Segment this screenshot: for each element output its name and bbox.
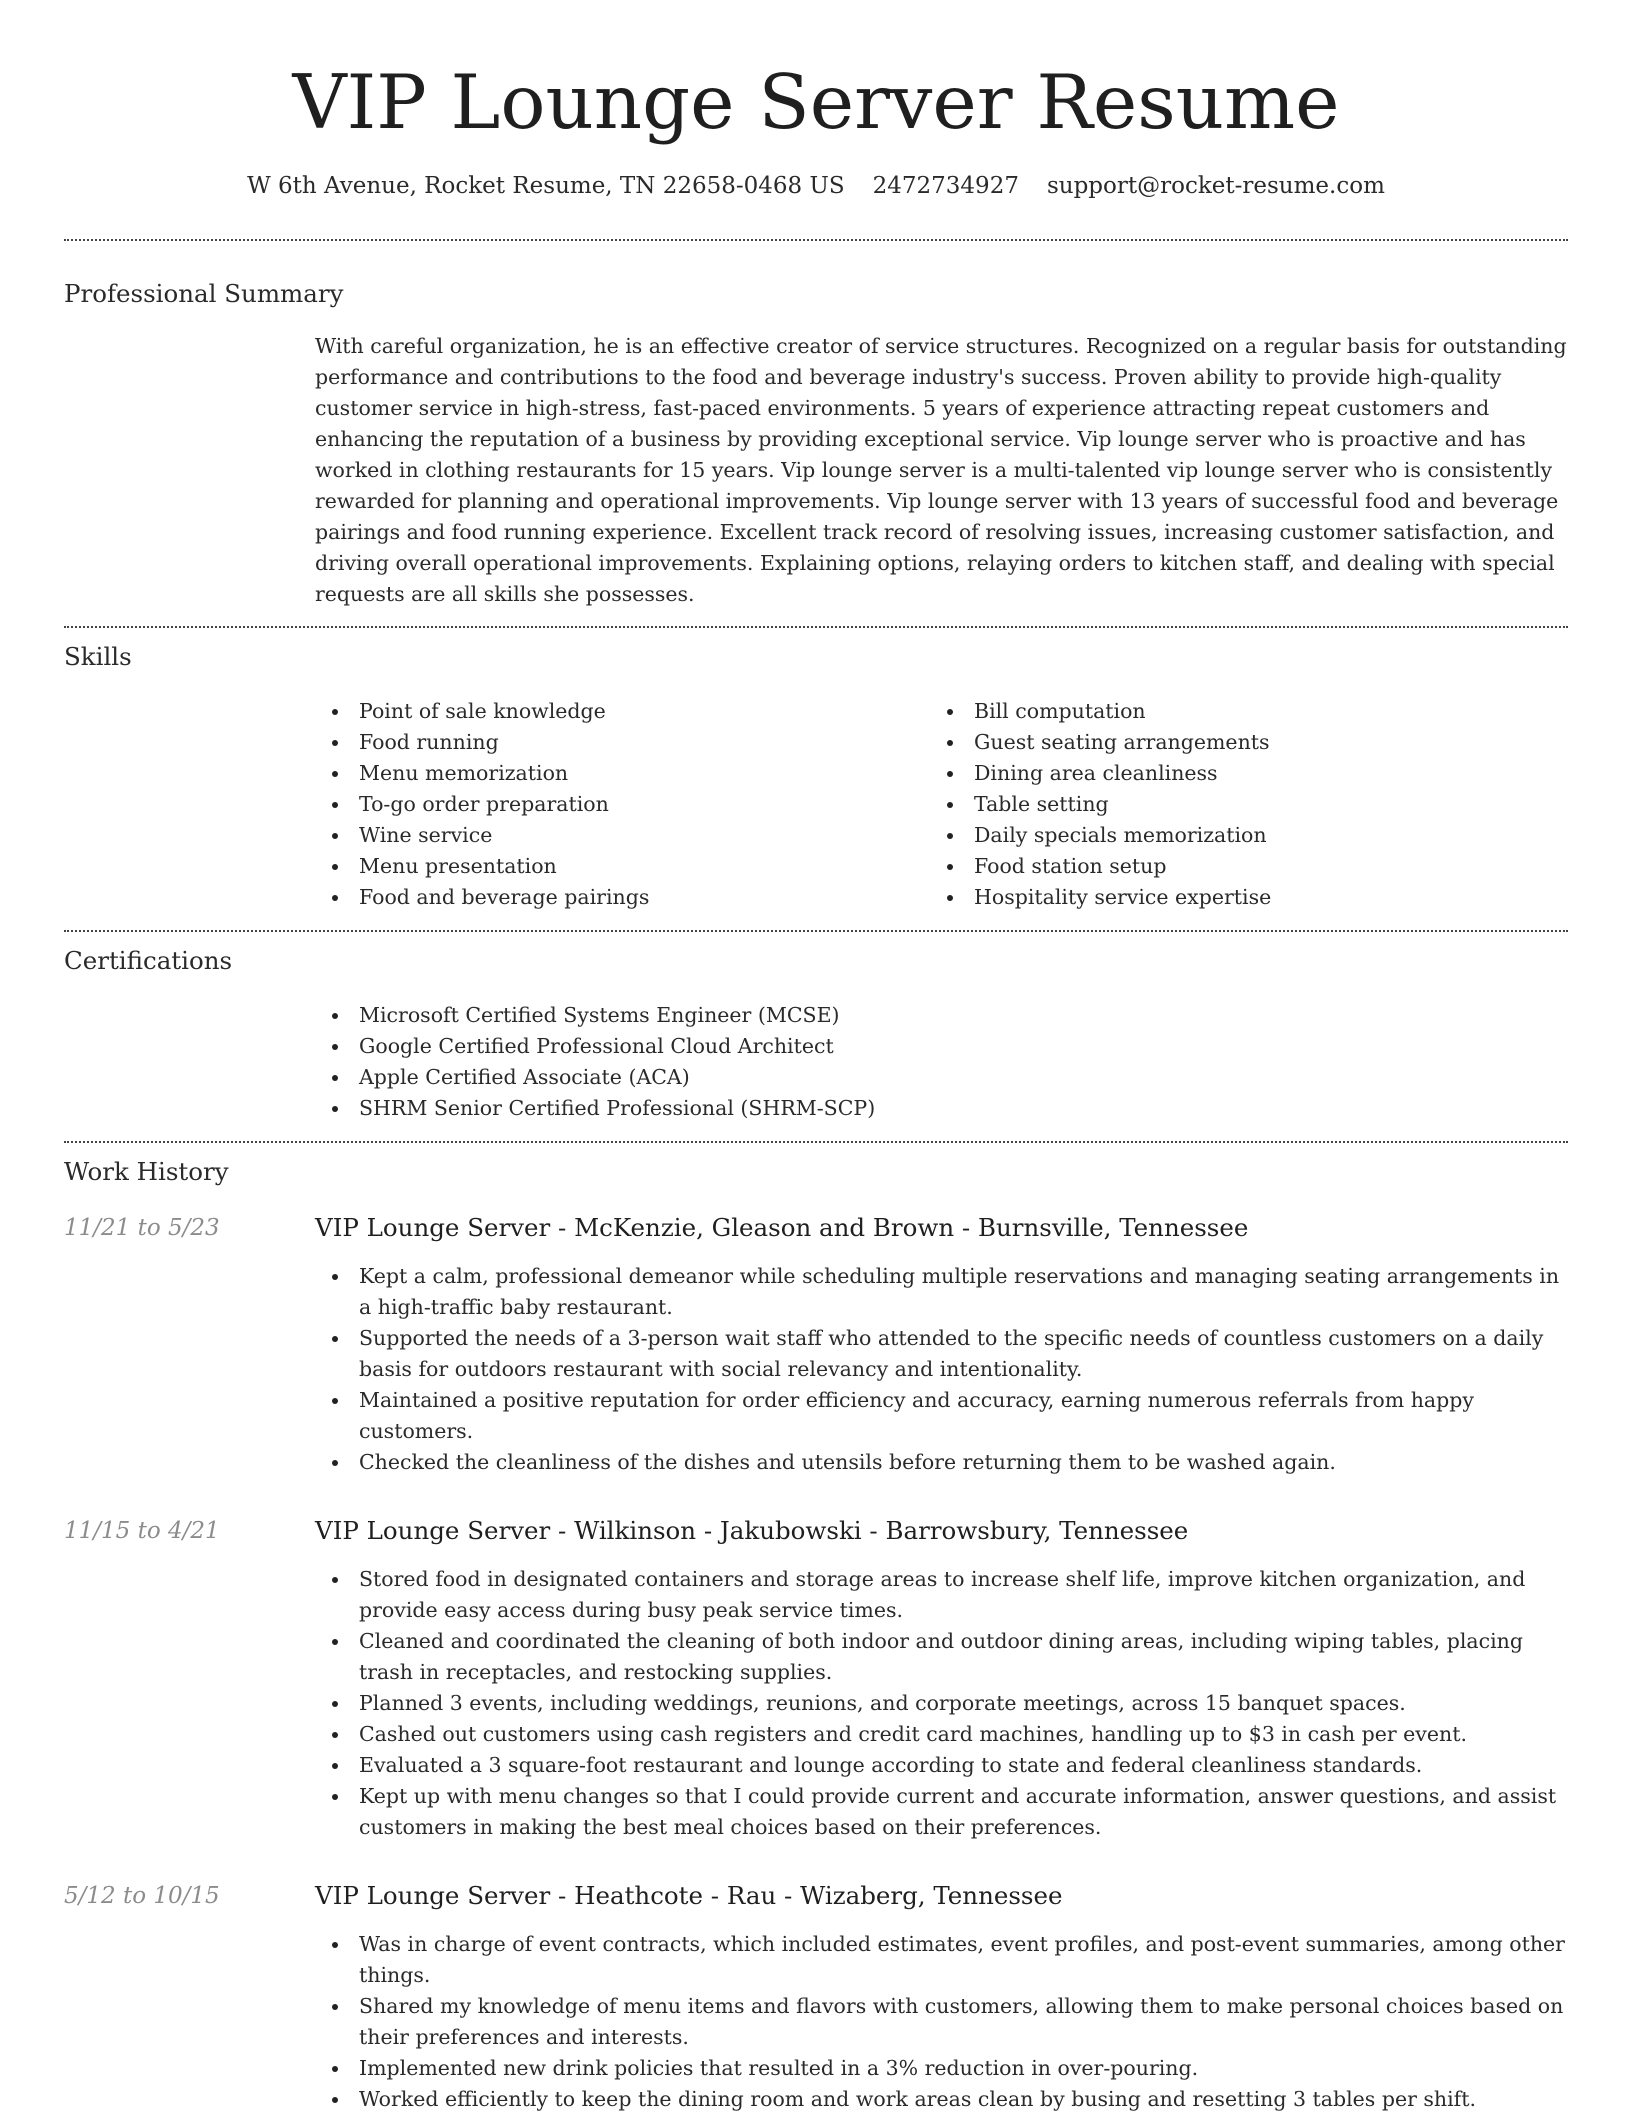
job-title: VIP Lounge Server - Wilkinson - Jakubowski - Barrowsbury, Tennessee bbox=[315, 1516, 1189, 1545]
job-bullet: Cashed out customers using cash registers and credit card machines, handling up to $3 in cash per event. bbox=[315, 1719, 1568, 1750]
skills-section bbox=[64, 641, 1568, 913]
skill-item: Hospitality service expertise bbox=[930, 882, 1545, 913]
job-bullets bbox=[315, 1929, 1568, 2112]
certification-item: Microsoft Certified Systems Engineer (MCSE) bbox=[315, 1000, 1568, 1031]
divider bbox=[64, 1141, 1568, 1143]
job-entry bbox=[64, 1515, 1568, 1843]
job-bullet: Stored food in designated containers and storage areas to increase shelf life, improve kitchen organization, and provide easy access during busy peak service times. bbox=[315, 1564, 1568, 1626]
job-dates: 5/12 to 10/15 bbox=[64, 1883, 220, 1909]
contact-address: W 6th Avenue, Rocket Resume, TN 22658-0468 US bbox=[247, 173, 845, 199]
section-title-skills: Skills bbox=[64, 642, 132, 671]
skill-item: Food running bbox=[315, 727, 930, 758]
summary-text: With careful organization, he is an effective creator of service structures. Recognized on a regular basis for outstanding performance and contributions to the food and beverage industry's success. Proven ability to provide high-quality customer service in high-stress, fast-paced environments. 5 years of experience attracting repeat customers and enhancing the reputation of a business by providing exceptional service. Vip lounge server who is proactive and has worked in clothing restaurants for 15 years. Vip lounge server is a multi-talented vip lounge server who is consistently rewarded for planning and operational improvements. Vip lounge server with 13 years of successful food and beverage pairings and food running experience. Excellent track record of resolving issues, increasing customer satisfaction, and driving overall operational improvements. Explaining options, relaying orders to kitchen staff, and dealing with special requests are all skills she possesses. bbox=[315, 334, 1567, 606]
skill-item: Food station setup bbox=[930, 851, 1545, 882]
skill-item: Point of sale knowledge bbox=[315, 696, 930, 727]
job-bullet: Was in charge of event contracts, which included estimates, event profiles, and post-event summaries, among other things. bbox=[315, 1929, 1568, 1991]
contact-phone: 2472734927 bbox=[872, 173, 1019, 199]
skill-item: Dining area cleanliness bbox=[930, 758, 1545, 789]
job-bullet: Kept up with menu changes so that I could provide current and accurate information, answer questions, and assist customers in making the best meal choices based on their preferences. bbox=[315, 1781, 1568, 1843]
job-entry bbox=[64, 1212, 1568, 1478]
job-entry bbox=[64, 1880, 1568, 2112]
section-title-summary: Professional Summary bbox=[64, 279, 344, 308]
certification-item: Google Certified Professional Cloud Architect bbox=[315, 1031, 1568, 1062]
job-bullet: Cleaned and coordinated the cleaning of both indoor and outdoor dining areas, including wiping tables, placing trash in receptacles, and restocking supplies. bbox=[315, 1626, 1568, 1688]
job-bullet: Implemented new drink policies that resulted in a 3% reduction in over-pouring. bbox=[315, 2053, 1568, 2084]
skills-column-right bbox=[930, 696, 1545, 913]
summary-section bbox=[64, 278, 1568, 610]
resume-title: VIP Lounge Server Resume bbox=[292, 58, 1340, 146]
job-bullet: Supported the needs of a 3-person wait staff who attended to the specific needs of countless customers on a daily basis for outdoors restaurant with social relevancy and intentionality. bbox=[315, 1323, 1568, 1385]
skill-item: To-go order preparation bbox=[315, 789, 930, 820]
skill-item: Guest seating arrangements bbox=[930, 727, 1545, 758]
skill-item: Daily specials memorization bbox=[930, 820, 1545, 851]
skills-column-left bbox=[315, 696, 930, 913]
certification-item: SHRM Senior Certified Professional (SHRM-SCP) bbox=[315, 1093, 1568, 1124]
skills-list bbox=[315, 696, 1568, 913]
skill-item: Menu memorization bbox=[315, 758, 930, 789]
divider bbox=[64, 239, 1568, 241]
work-history-section bbox=[64, 1156, 1568, 2112]
job-bullets bbox=[315, 1261, 1568, 1478]
section-title-work-history: Work History bbox=[64, 1157, 229, 1186]
job-details bbox=[315, 1212, 1568, 1478]
skill-item: Table setting bbox=[930, 789, 1545, 820]
skill-item: Menu presentation bbox=[315, 851, 930, 882]
job-bullet: Planned 3 events, including weddings, reunions, and corporate meetings, across 15 banquet spaces. bbox=[315, 1688, 1568, 1719]
job-dates: 11/21 to 5/23 bbox=[64, 1215, 220, 1241]
section-title-certifications: Certifications bbox=[64, 946, 233, 975]
job-dates: 11/15 to 4/21 bbox=[64, 1518, 220, 1544]
job-bullets bbox=[315, 1564, 1568, 1843]
job-bullet: Kept a calm, professional demeanor while scheduling multiple reservations and managing seating arrangements in a high-traffic baby restaurant. bbox=[315, 1261, 1568, 1323]
job-bullet: Worked efficiently to keep the dining room and work areas clean by busing and resetting 3 tables per shift. bbox=[315, 2084, 1568, 2112]
job-title: VIP Lounge Server - McKenzie, Gleason and Brown - Burnsville, Tennessee bbox=[315, 1213, 1249, 1242]
job-title: VIP Lounge Server - Heathcote - Rau - Wizaberg, Tennessee bbox=[315, 1881, 1063, 1910]
job-bullet: Shared my knowledge of menu items and flavors with customers, allowing them to make personal choices based on their preferences and interests. bbox=[315, 1991, 1568, 2053]
contact-email: support@rocket-resume.com bbox=[1046, 173, 1385, 199]
job-details bbox=[315, 1880, 1568, 2112]
divider bbox=[64, 626, 1568, 628]
resume-page bbox=[64, 0, 1568, 2112]
skill-item: Bill computation bbox=[930, 696, 1545, 727]
job-details bbox=[315, 1515, 1568, 1843]
divider bbox=[64, 930, 1568, 932]
job-bullet: Evaluated a 3 square-foot restaurant and lounge according to state and federal cleanliness standards. bbox=[315, 1750, 1568, 1781]
certification-item: Apple Certified Associate (ACA) bbox=[315, 1062, 1568, 1093]
skill-item: Food and beverage pairings bbox=[315, 882, 930, 913]
contact-line bbox=[64, 170, 1568, 202]
skill-item: Wine service bbox=[315, 820, 930, 851]
certifications-list bbox=[315, 1000, 1568, 1124]
certifications-section bbox=[64, 945, 1568, 1124]
job-bullet: Maintained a positive reputation for order efficiency and accuracy, earning numerous referrals from happy customers. bbox=[315, 1385, 1568, 1447]
job-bullet: Checked the cleanliness of the dishes and utensils before returning them to be washed again. bbox=[315, 1447, 1568, 1478]
